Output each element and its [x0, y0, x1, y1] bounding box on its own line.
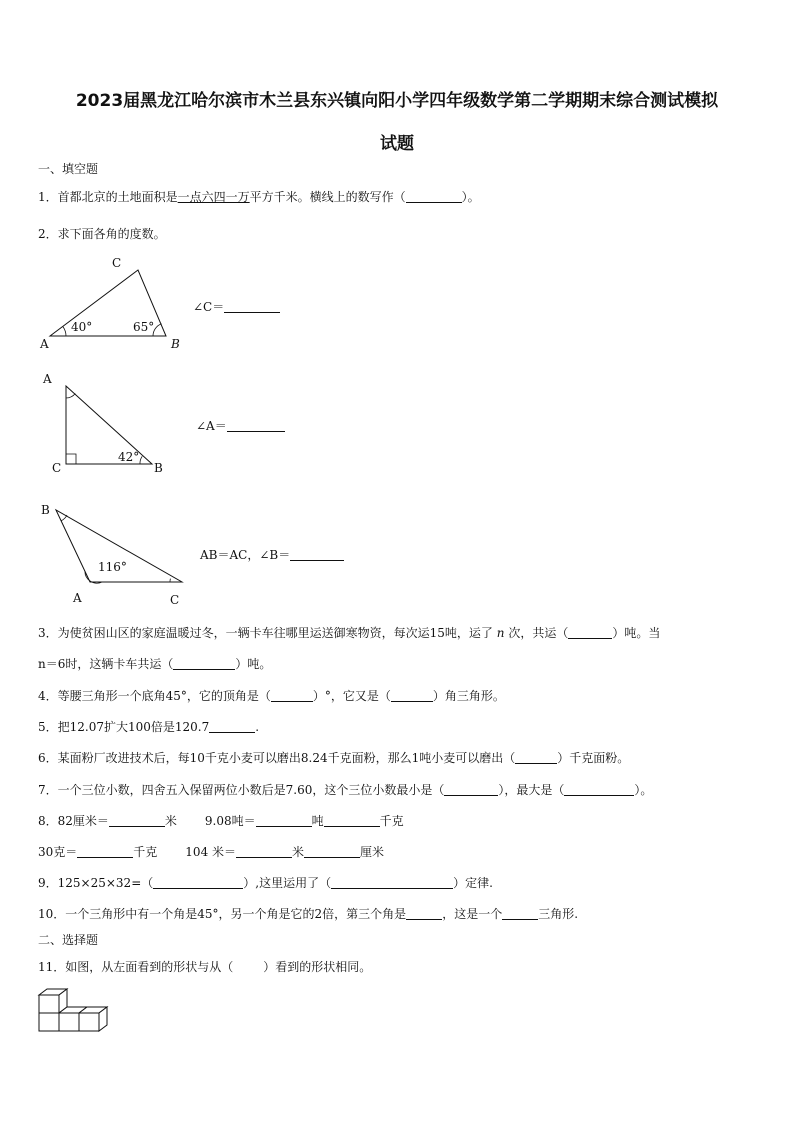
q4-text-b: ）°，它又是（ — [312, 689, 391, 703]
q5-text-b: . — [255, 720, 260, 734]
q3-text-b: 次，共运（ — [508, 626, 569, 640]
question-10 — [38, 905, 578, 922]
q8-text-f: 30克＝ — [38, 845, 78, 859]
angle-a-answer-blank[interactable] — [227, 419, 285, 432]
question-5 — [38, 718, 259, 735]
q11-text-a: 11．如图，从左面看到的形状与从（ — [38, 960, 234, 974]
q8-text-d: 吨 — [311, 814, 324, 828]
q3-answer-blank-2[interactable] — [173, 657, 235, 670]
page-title: 2023届黑龙江哈尔滨市木兰县东兴镇向阳小学四年级数学第二学期期末综合测试模拟 — [75, 91, 719, 111]
q8-answer-blank-5[interactable] — [236, 845, 292, 858]
question-8-line-2 — [38, 843, 384, 860]
q8-text-i: 米 — [292, 845, 305, 859]
q10-answer-blank-2[interactable] — [502, 907, 538, 920]
triangle-2-vertex-c: C — [52, 461, 62, 475]
angle-c-answer-blank[interactable] — [224, 300, 280, 313]
q6-text-a: 6．某面粉厂改进技术后，每10千克小麦可以磨出8.24千克面粉，那么1吨小麦可以磨出（ — [38, 751, 516, 765]
q3-text-d: n＝6时，这辆卡车共运（ — [38, 657, 174, 671]
q7-text-a: 7．一个三位小数，四舍五入保留两位小数后是7.60，这个三位小数最小是（ — [38, 783, 445, 797]
q9-answer-blank-1[interactable] — [153, 876, 243, 889]
q3-variable-n: n — [496, 626, 505, 640]
q11-text-b: ）看到的形状相同。 — [263, 960, 372, 974]
q4-answer-blank-2[interactable] — [391, 689, 433, 702]
q7-answer-blank-1[interactable] — [444, 783, 498, 796]
section-heading-fill-in: 一、填空题 — [38, 162, 99, 176]
q7-text-c: ）。 — [634, 783, 653, 797]
q8-answer-blank-4[interactable] — [77, 845, 133, 858]
q3-text-a: 3．为使贫困山区的家庭温暖过冬，一辆卡车往哪里运送御寒物资，每次运15吨，运了 — [38, 626, 493, 640]
triangle-1-angle-b-arc — [153, 324, 162, 336]
q8-text-c: 9.08吨＝ — [204, 814, 256, 828]
q8-answer-blank-2[interactable] — [256, 814, 312, 827]
q8-answer-blank-6[interactable] — [304, 845, 360, 858]
triangle-3-angle-b-arc — [61, 515, 67, 521]
question-8-line-1 — [38, 812, 404, 829]
triangle-1-angle-a-arc — [63, 327, 66, 337]
page-title-line2: 试题 — [380, 134, 414, 154]
q8-text-e: 千克 — [379, 814, 404, 828]
question-4 — [38, 687, 505, 704]
question-2: 2．求下面各角的度数。 — [38, 227, 166, 241]
q10-text-c: 三角形. — [538, 907, 579, 921]
angle-b-answer-blank[interactable] — [290, 548, 344, 561]
triangle-1-vertex-c: C — [112, 256, 122, 270]
q8-answer-blank-3[interactable] — [324, 814, 380, 827]
triangle-2-angle-a-arc — [66, 394, 75, 399]
question-11 — [38, 958, 371, 975]
q4-text-c: ）角三角形。 — [432, 689, 505, 703]
q1-answer-blank[interactable] — [406, 190, 462, 203]
question-7 — [38, 781, 652, 798]
q5-answer-blank[interactable] — [209, 720, 255, 733]
triangle-3-vertex-b: B — [41, 503, 50, 517]
triangle-2-vertex-b: B — [154, 461, 163, 475]
angle-b-label: AB＝AC，∠B＝ — [200, 548, 291, 562]
question-3-line-1 — [38, 624, 660, 641]
q9-text-a: 9．125×25×32=（ — [38, 876, 154, 890]
triangle-1-angle-b-label: 65° — [133, 320, 155, 334]
q1-text-pre: 1．首都北京的土地面积是 — [38, 190, 178, 204]
triangle-figure-1 — [36, 252, 196, 352]
q8-answer-blank-1[interactable] — [109, 814, 165, 827]
q1-underlined-number: 一点六四一万 — [177, 190, 250, 204]
triangle-1-vertex-a: A — [40, 337, 49, 351]
question-1 — [38, 188, 480, 205]
q5-text-a: 5．把12.07扩大100倍是120.7 — [38, 720, 210, 734]
triangle-figure-3 — [36, 498, 196, 612]
angle-b-question — [200, 546, 344, 563]
q7-text-b: ），最大是（ — [498, 783, 565, 797]
q6-text-b: ）千克面粉。 — [557, 751, 630, 765]
cube-stack-figure — [36, 985, 116, 1037]
triangle-2-vertex-a: A — [43, 372, 52, 386]
q8-text-b: 米 — [164, 814, 177, 828]
angle-c-question — [193, 298, 280, 315]
q6-answer-blank[interactable] — [515, 751, 557, 764]
q4-text-a: 4．等腰三角形一个底角45°，它的顶角是（ — [38, 689, 271, 703]
q9-text-c: ）定律. — [453, 876, 493, 890]
q9-text-b: ）,这里运用了（ — [243, 876, 332, 890]
q8-text-h: 104 米＝ — [185, 845, 237, 859]
right-angle-mark — [66, 454, 76, 464]
triangle-3-vertex-a: A — [73, 591, 82, 605]
q3-answer-blank-1[interactable] — [568, 626, 612, 639]
question-9 — [38, 874, 493, 891]
q9-answer-blank-2[interactable] — [331, 876, 453, 889]
triangle-2-angle-b-arc — [140, 456, 142, 464]
q4-answer-blank-1[interactable] — [271, 689, 313, 702]
q10-text-a: 10．一个三角形中有一个角是45°，另一个角是它的2倍，第三个角是 — [38, 907, 407, 921]
triangle-1-angle-a-label: 40° — [71, 320, 93, 334]
question-3-line-2 — [38, 655, 271, 672]
q1-text-end: ）。 — [461, 190, 480, 204]
q8-text-a: 8．82厘米＝ — [38, 814, 109, 828]
cube-top-front — [39, 995, 59, 1013]
q1-text-post: 平方千米。横线上的数写作（ — [249, 190, 406, 204]
q10-text-b: ，这是一个 — [442, 907, 503, 921]
q8-text-j: 厘米 — [360, 845, 385, 859]
q7-answer-blank-2[interactable] — [564, 783, 634, 796]
triangle-1-vertex-b: B — [171, 337, 180, 351]
q8-text-g: 千克 — [133, 845, 158, 859]
q10-answer-blank-1[interactable] — [406, 907, 442, 920]
cube-bottom-2 — [59, 1013, 79, 1031]
angle-a-question — [196, 417, 285, 434]
triangle-2-angle-b-label: 42° — [118, 450, 140, 464]
angle-c-label: ∠C＝ — [193, 300, 225, 314]
q3-text-c: ）吨。当 — [612, 626, 661, 640]
triangle-3-vertex-c: C — [170, 593, 180, 607]
question-6 — [38, 749, 629, 766]
cube-bottom-3 — [79, 1013, 99, 1031]
q3-text-e: ）吨。 — [235, 657, 272, 671]
triangle-3-angle-a-label: 116° — [98, 560, 127, 574]
triangle-figure-2 — [38, 368, 178, 478]
section-heading-choice: 二、选择题 — [38, 933, 99, 947]
angle-a-label: ∠A＝ — [196, 419, 227, 433]
cube-bottom-1 — [39, 1013, 59, 1031]
